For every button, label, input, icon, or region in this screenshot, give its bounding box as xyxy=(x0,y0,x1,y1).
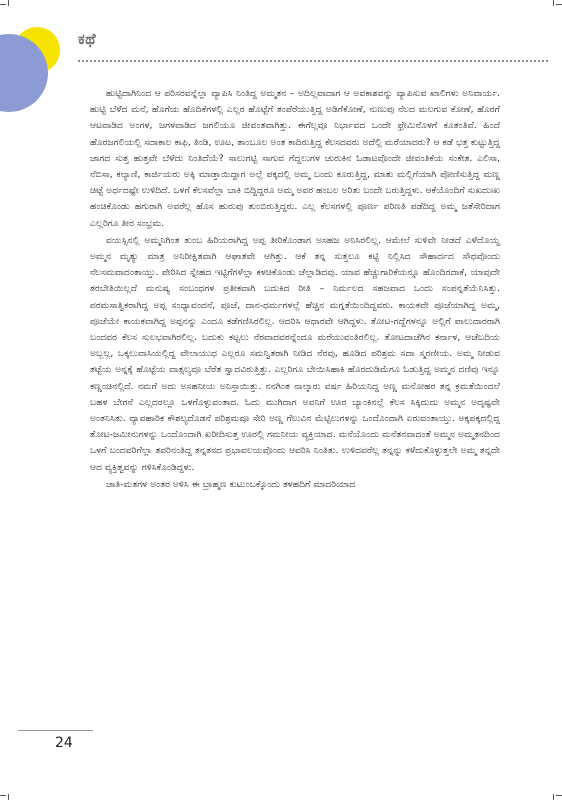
crop-mark xyxy=(0,795,6,796)
page-number: 24 xyxy=(55,735,73,751)
article-body xyxy=(90,86,500,493)
paragraph: ಜಾತಿ-ಮತಗಳ ಅಂತರ ಅಳಿಸಿ ಈ ಬ್ರಾಹ್ಮಣ ಕುಟುಂಬಕ್ಕೊಂದು ತಳಹದಿಗೆ ಮಾದರಿಯಾದ xyxy=(106,478,356,490)
crop-mark xyxy=(556,4,562,5)
crop-mark xyxy=(556,795,562,796)
crop-mark xyxy=(553,0,554,6)
section-title: ಕಥೆ xyxy=(78,30,97,48)
crop-mark xyxy=(8,0,9,6)
crop-mark xyxy=(8,794,9,800)
header-dotted-rule xyxy=(78,60,548,62)
footer-rule xyxy=(18,730,93,731)
paragraph: ವಯಸ್ಸಿನಲ್ಲಿ ಅಮ್ಮನಿಗಿಂತ ತುಂಬ ಹಿರಿಯರಾಗಿದ್ದ ಅಪ್ಪ ತೀರಿಕೊಂಡಾಗ ಅಸಹಜ ಅನಿಸಿರಲಿಲ್ಲ. ಆಮೇಲೆ ಸುಳಿವೇ ನೀಡದೆ ಎಳೆದೊಯ್ದ ಅಮ್ಮನ ಮೃತ್ಯು ಮಾತ್ರ ಅನಿರೀಕ್ಷಿತವಾಗಿ ಆಘಾತವೇ ಆಗಿತ್ತು. ಆಕೆ ತನ್ನ ಸುತ್ತಲೂ ಕಟ್ಟಿ ನಿಲ್ಲಿಸಿದ ಸೌಹಾರ್ದದ ಸೌಧವೊಂದು ನೆಲಸಮವಾದಂತಾಯ್ತು. ಪೇರಿಸಿದ ಸ್ನೇಹದ ಇಟ್ಟಿಗೆಗಳೆಲ್ಲಾ ಕಳಚಿಕೊಂಡು ಚೆಲ್ಲಾಡಿದವು. ಯಾವ ಹೆಚ್ಚುಗಾರಿಕೆಯನ್ನೂ ಹೊಂದಿರದಾಕೆ, ಯಾವುದೇ ತರಬೇತಿಯಿಲ್ಲದೆ ಮನುಷ್ಯ ಸಂಬಂಧಗಳ ಪ್ರತೀಕವಾಗಿ ಬದುಕಿದ ರೀತಿ – ನಿರ್ಮಲದ ಸಹಜವಾದ ಒಂದು ಸಂಪನ್ನತೆಯೆನಿಸಿತ್ತು. ಪರಮಸಾತ್ವಿಕರಾಗಿದ್ದ ಅಪ್ಪ ಸಂಧ್ಯಾವಂದನೆ, ಪೂಜೆ, ದಾನ-ಧರ್ಮಗಳಲ್ಲೆ ಹೆಚ್ಚಿನ ಮಗ್ನತೆಯಿಂದಿದ್ದವರು. ಕಾಯಕವೇ ಪೂಜೆಯಾಗಿದ್ದ ಅಮ್ಮ, ಪೂಜೆಯೇ ಕಾಯಕವಾಗಿದ್ದ ಅಪ್ಪನನ್ನು ಎಂದೂ ಕಡೆಗಣಿಸಿರಲಿಲ್ಲ. ಆದರಿಸಿ ಆಧಾರವೇ ಆಗಿದ್ದಳು. ತೋಟ-ಗದ್ದೆಗಳನ್ನೂ ಅಲ್ಲಿಗೆ ಪಾಲುದಾರರಾಗಿ ಬಂದವರ ಕೆಲಸ ಸುಲಭವಾಗಿರಲಿಲ್ಲ. ಬದುಕು ಕಟ್ಟಲು ನೆರವಾದವರನ್ನೆಂದೂ ಮರೆಯುವಂತಿರಲಿಲ್ಲ. ತೋಟದಾಚೆಗಿನ ಕರ್ನಾಳ, ಆಚೆಬದಿಯ ಅಬ್ಬಲ್ಲ, ಒಕ್ಕಲುವಾಸಿಯಲ್ಲಿದ್ದ ವೇಲಾಯುಧ ಎಲ್ಲರೂ ಸಮನ್ವಿತರಾಗಿ ನೀಡಿದ ನೆರವು, ಹೂಡಿದ ಪರಿಶ್ರಮ ಸದಾ ಸ್ಮರಣೀಯ. ಅಮ್ಮ ನೀಡುವ ತಟ್ಟೆಯ ಅನ್ನಕ್ಕೆ ಹೊಟ್ಟೆಯ ವಾತ್ಸಲ್ಯವೂ ಬೆರೆತ ಸ್ವಾದವಿರುತ್ತಿತ್ತು. ಎಲ್ಲರಿಗೂ ಬೇಯಿಸಿಹಾಕಿ ಹೊರದುಡಿಮೆಗೂ ಓಡುತ್ತಿದ್ದ ಅಮ್ಮನ ದಣಿವು ಇನ್ನೂ ಕಣ್ಣಂಚಿನಲ್ಲಿದೆ. ನಮಗೆ ಅದು ಅಸಹನೀಯ ಅನಿಸ್ತಾಯಿತ್ತು. ನನಗಿಂತ ನಾಲ್ಕಾರು ವರ್ಷ ಹಿರಿಯನಿದ್ದ ಅಣ್ಣ ಮನೋಹರ ತನ್ನ ಕ್ರಮತೆಯಿಂದಲೆ ಬಹಳ ಬೇಗನೆ ಎಲ್ಲದರಲ್ಲೂ ಒಳಗೊಳ್ಳುವಂತಾದ. ಓದು ಮುಗಿದಾಗ ಅವನಿಗೆ ಊರ ಬ್ಯಾಂಕಿನಲ್ಲೆ ಕೆಲಸ ಸಿಕ್ಕಿದುದು ಅಮ್ಮನ ಅದೃಷ್ಟವೇ ಅಂತನಿಸಿತು. ವ್ಯಾವಹಾರಿಕ ಕೌಶಲ್ಯದೊಡನೆ ಪರಿಶ್ರಮವೂ ಸೇರಿ ಅಣ್ಣ ಗೆಲುವಿನ ಮೆಟ್ಟಿಲುಗಳನ್ನು ಒಂದೊಂದಾಗಿ ಏರುವಂತಾಯ್ತು. ಅಕ್ಕಪಕ್ಕದಲ್ಲಿದ್ದ ತೋಟ-ಜಮೀನುಗಳನ್ನು ಒಂದೊಂದಾಗಿ ಖರೀದಿಸುತ್ತ ಊರಲ್ಲಿ ಗಮನೀಯ ವ್ಯಕ್ತಿಯಾದ. ಮನೆಯೊಂದು ಮನೆತನವಾದಂತೆ ಅಮ್ಮನ ಅಮ್ಮತನದಿಂದ ಒಳಗೆ ಬಂದವರಿಗೆಲ್ಲಾ ತವರಿನಂತಿದ್ದ ತನ್ನತನದ ಪ್ರಭಾವಲಯವೊಂದು ಆವರಿಸಿ ನಿಂತಿತು. ಉಳಿದವರೆಲ್ಲ ತನ್ನನ್ನು ಕಳೆದುಕೊಳ್ಳುತ್ತಲೇ ಅಮ್ಮ ತನ್ನದೇ ಆದ ವ್ಯಕ್ತಿತ್ವವನ್ನು ಗಳಿಸಿಕೊಂಡಿದ್ದಳು. xyxy=(90,234,500,473)
paragraph: ಹುಟ್ಟಿದಾಗಿನಿಂದ ಆ ಪರಿಸರವನ್ನೆಲ್ಲಾ ವ್ಯಾಪಿಸಿ ನಿಂತಿದ್ದ ಅಮ್ಮತನ – ಅದಿಲ್ಲವಾದಾಗ ಆ ಅವಕಾಶವನ್ನು ವ್ಯಾಪಿಸುವ ಖಾಲಿಗಳು ಅನಿವಾರ್ಯ. ಹುಟ್ಟಿ ಬೆಳೆದ ಮನೆ, ಹೊಗೆಯ ಹೊದಿಕೆಗಳಲ್ಲಿ ಎಲ್ಲರ ಹೊಟ್ಟೆಗೆ ತಂಪೆರೆಯುತ್ತಿದ್ದ ಅಡಿಗೆಕೋಣೆ, ನುಣುಪು ನೆಲದ ಮಲಗುವ ಕೋಣೆ, ಹೊರಗೆ ಆಟವಾಡಿದ ಅಂಗಳ, ಜಗಳವಾಡಿದ ಜಗಲಿಯೂ ಜೀವಂತವಾಗಿತ್ತು. ಈಗೆಲ್ಲವೂ ನಿರ್ಭಾವದ ಒಂದೇ ಫ್ರೇಮಿನೊಳಗೆ ಕೂತಂತಿವೆ. ಹಿಂದೆ ಹೊರಜಗಲಿಯಲ್ಲಿ ಸದಾಕಾಲ ಕಾಫಿ, ತಿಂಡಿ, ಊಟ, ತಾಂಬೂಲ ಅಂತ ಕಾದಿರುತ್ತಿದ್ದ ಕೆಲಸದವರು ಅದೆಲ್ಲಿ ಮರೆಯಾದರು? ಆ ಕಡೆ ಭತ್ತ ಕುಟ್ಟುತ್ತಿದ್ದ ಜಾಗದ ಸುತ್ತ ಹುತ್ತವೇ ಬೆಳೆದು ನಿಂತಿದೆಯೆ? ಸಾಲುಗಟ್ಟಿ ಸಾಗುವ ಗೆದ್ದಲುಗಳ ಚುರುಕಿನ ಓಡಾಟವೊಂದೇ ಜೀವಂತಿಕೆಯ ಸಂಕೇತ. ಎಲಿಸಾ, ನೆಬಿಸಾ, ಕಲ್ಯಾಣಿ, ಕಾರ್ಜಿಯರು ಅಕ್ಕಿ ಮಾಡ್ತಾಯಿದ್ದಾಗ ಅಲ್ಲೆ ಪಕ್ಕದಲ್ಲಿ ಅಮ್ಮ ಬಂದು ಕೂರುತ್ತಿದ್ದ, ಮಾತು ಮಲ್ಲಿಗೆಯಾಗಿ ಪೋಣಿಸುತ್ತಿದ್ದ ಮಣ್ಣ ಚಿಟ್ಟೆ ಅರ್ಧದಷ್ಟೇ ಉಳಿದಿದೆ. ಒಳಗೆ ಕೆಲಸವೆಲ್ಲಾ ಬಾಕಿ ಬಿದ್ದಿದ್ದರೂ ಅಮ್ಮ ಅವರ ಹಂಬಲ ಅರಿತು ಬಂದೇ ಬರುತ್ತಿದ್ದಳು. ಆಕೆಯೊಂದಿಗೆ ಸುಖದುಃಖ ಹಂಚಿಕೊಂಡು ಹಗುರಾಗಿ ಅವರೆಲ್ಲ ಹೊಸ ಹುರುಪು ತುಂಬಿರುತ್ತಿದ್ದರು. ಎಲ್ಲ ಕೆಲಸಗಳಲ್ಲಿ ಪೂರ್ಣ ಪರಿಣತಿ ಪಡೆದಿದ್ದ ಅಮ್ಮ ಜತೆಸೇರಿದಾಗ ಎಲ್ಲರಿಗೂ ತೀರ ಸಂಭ್ರಮ. xyxy=(90,88,500,229)
crop-mark xyxy=(553,794,554,800)
crop-mark xyxy=(0,4,6,5)
